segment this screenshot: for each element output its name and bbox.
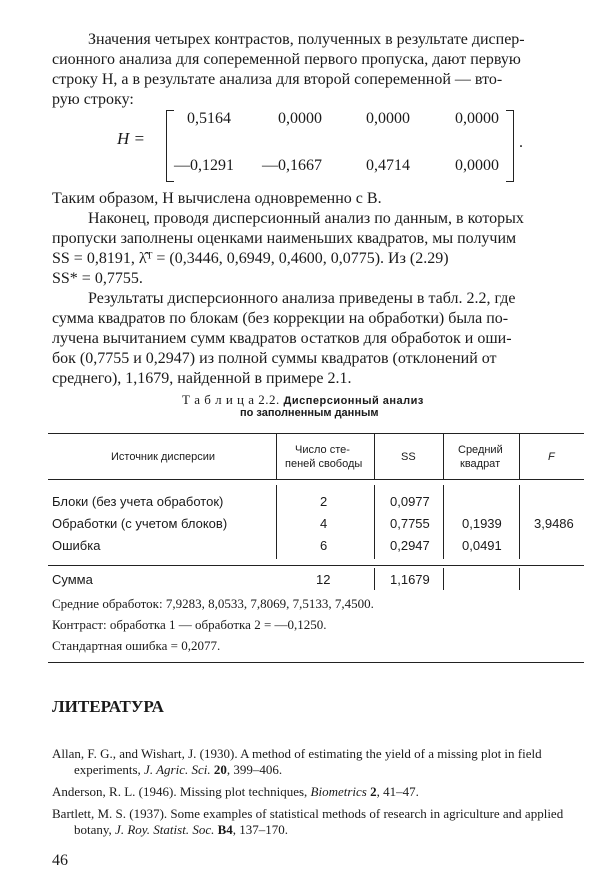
reference-journal: Biometrics — [310, 784, 367, 799]
text-line: Таким образом, H вычислена одновременно с B. — [52, 190, 382, 207]
table-total-source: Сумма — [52, 572, 93, 587]
header-ms: квадрат — [460, 458, 501, 470]
reference-item — [52, 746, 592, 778]
reference-volume: 2 — [370, 784, 377, 799]
table-col-divider — [519, 568, 520, 590]
matrix-label: H = — [117, 129, 145, 148]
literature-heading: ЛИТЕРАТУРА — [52, 697, 164, 716]
reference-continuation — [52, 822, 592, 838]
matrix-cell: 0,0000 — [455, 110, 499, 127]
text-line: SS* = 0,7755. — [52, 270, 143, 287]
reference-pages: , 41–47. — [376, 784, 419, 799]
text-line: Наконец, проводя дисперсионный анализ по данным, в которых — [88, 210, 524, 227]
table-total-df: 12 — [316, 572, 331, 587]
table-row-ms: 0,1939 — [462, 516, 502, 531]
reference-volume: B4 — [217, 822, 233, 837]
matrix-cell: —0,1291 — [174, 157, 234, 174]
header-f: F — [548, 451, 555, 463]
text-line: SS = 0,8191, λ̂ᵀ = (0,3446, 0,6949, 0,4600, 0,0775). Из (2.29) — [52, 250, 449, 267]
table-caption-prefix: Т а б л и ц а 2.2. — [182, 392, 280, 407]
header-source: Источник дисперсии — [111, 451, 216, 463]
table-col-divider — [519, 433, 520, 479]
table-row-ss: 0,7755 — [390, 516, 430, 531]
text-line: пропуски заполнены оценками наименьших квадратов, мы получим — [52, 230, 517, 247]
table-bottom-rule — [48, 662, 584, 663]
table-caption-title: Дисперсионный анализ — [283, 395, 424, 407]
text-line: Значения четырех контрастов, полученных в результате диспер- — [88, 31, 525, 48]
table-header-rule — [48, 479, 584, 480]
reference-authors: Bartlett, M. S. (1937). Some examples of statistical methods of research in agriculture and applied — [52, 806, 564, 821]
matrix-cell: 0,0000 — [366, 110, 410, 127]
table-col-divider — [443, 485, 444, 559]
table-col-divider — [374, 433, 375, 479]
reference-continuation — [52, 762, 592, 778]
text-line: сумма квадратов по блокам (без коррекции на обработки) была по- — [52, 310, 509, 327]
matrix-cell: 0,5164 — [187, 110, 231, 127]
matrix-cell: 0,0000 — [455, 157, 499, 174]
text-line: лучена вычитанием сумм квадратов остатков для обработок и оши- — [52, 330, 512, 347]
table-note: Средние обработок: 7,9283, 8,0533, 7,8069, 7,5133, 7,4500. — [52, 596, 374, 611]
table-note: Контраст: обработка 1 — обработка 2 = —0,1250. — [52, 617, 327, 632]
table-col-divider — [443, 433, 444, 479]
header-df: пеней свободы — [285, 458, 363, 470]
matrix-cell: 0,4714 — [366, 157, 410, 174]
reference-item — [52, 806, 592, 838]
header-df: Число сте- — [295, 444, 350, 456]
reference-journal: J. Roy. Statist. Soc. — [115, 822, 215, 837]
text-line: среднего), 1,1679, найденной в примере 2.1. — [52, 370, 352, 387]
table-row-df: 2 — [320, 494, 328, 509]
table-row-ms: 0,0491 — [462, 538, 502, 553]
page-number: 46 — [52, 852, 68, 869]
table-row-ss: 0,2947 — [390, 538, 430, 553]
header-ss: SS — [401, 451, 416, 463]
table-caption — [182, 392, 424, 408]
text-line: бок (0,7755 и 0,2947) из полной суммы квадратов (отклонений от — [52, 350, 497, 367]
reference-text: experiments, — [74, 762, 145, 777]
matrix-cell: —0,1667 — [262, 157, 322, 174]
reference-journal: J. Agric. Sci. — [144, 762, 211, 777]
table-row-source: Блоки (без учета обработок) — [52, 494, 224, 509]
reference-item — [52, 784, 592, 800]
text-line: рую строку: — [52, 91, 134, 108]
text-line: Результаты дисперсионного анализа приведены в табл. 2.2, где — [88, 290, 516, 307]
table-col-divider — [374, 485, 375, 559]
reference-authors: Anderson, R. L. (1946). Missing plot techniques, — [52, 784, 311, 799]
text-line: сионного анализа для сопеременной первого пропуска, дают первую — [52, 51, 521, 68]
reference-pages: , 399–406. — [226, 762, 283, 777]
table-col-divider — [276, 485, 277, 559]
table-row-f: 3,9486 — [534, 516, 574, 531]
matrix-cell: 0,0000 — [278, 110, 322, 127]
table-col-divider — [519, 485, 520, 559]
table-row-source: Обработки (с учетом блоков) — [52, 516, 228, 531]
table-row-df: 4 — [320, 516, 328, 531]
matrix-left-bracket — [166, 110, 174, 182]
table-total-ss: 1,1679 — [390, 572, 430, 587]
matrix-trail: . — [519, 134, 523, 151]
table-total-rule — [48, 565, 584, 566]
table-note: Стандартная ошибка = 0,2077. — [52, 638, 221, 653]
table-row-df: 6 — [320, 538, 328, 553]
table-top-rule — [48, 433, 584, 434]
table-col-divider — [374, 568, 375, 590]
table-row-ss: 0,0977 — [390, 494, 430, 509]
text-line: строку H, а в результате анализа для второй сопеременной — вто- — [52, 71, 503, 88]
table-col-divider — [276, 433, 277, 479]
matrix-right-bracket — [506, 110, 514, 182]
reference-authors: Allan, F. G., and Wishart, J. (1930). A method of estimating the yield of a missing plot in field — [52, 746, 542, 761]
header-ms: Средний — [458, 444, 503, 456]
reference-pages: , 137–170. — [232, 822, 289, 837]
table-col-divider — [443, 568, 444, 590]
reference-volume: 20 — [213, 762, 227, 777]
table-row-source: Ошибка — [52, 538, 101, 553]
table-caption-title2: по заполненным данным — [240, 407, 379, 419]
reference-text: botany, — [74, 822, 116, 837]
